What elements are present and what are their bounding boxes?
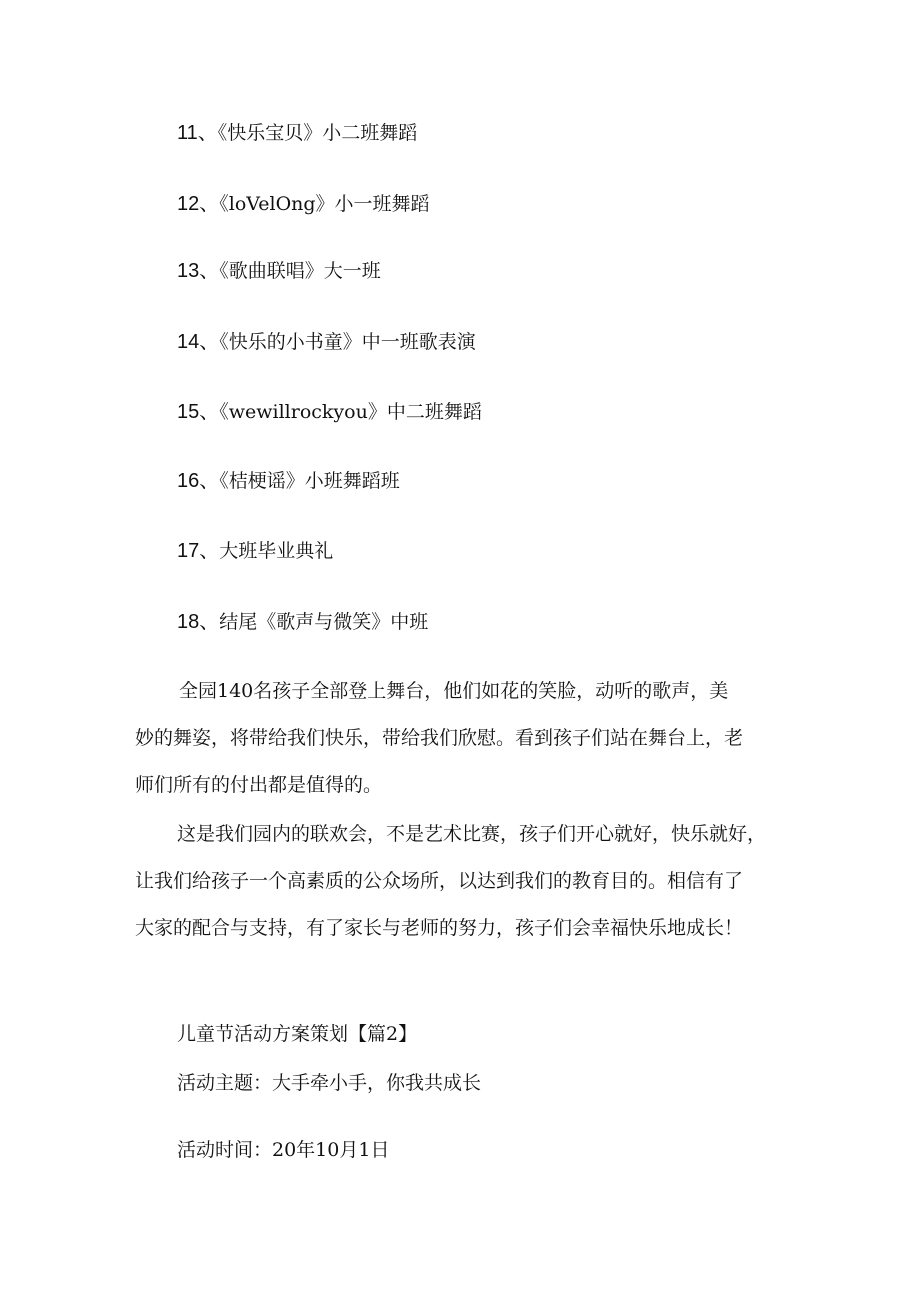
item-number: 17、: [177, 540, 220, 562]
activity-theme: 活动主题：大手牵小手，你我共成长: [177, 1072, 482, 1094]
item-text: 结尾《歌声与微笑》中班: [219, 611, 429, 633]
item-text: 《loVelOng》小一班舞蹈: [219, 193, 430, 215]
item-text: 《桔梗谣》小班舞蹈班: [219, 470, 400, 492]
item-text: 大班毕业典礼: [219, 540, 334, 562]
item-number: 18、: [177, 611, 220, 633]
item-number: 16、: [177, 470, 220, 492]
item-text: 《wewillrockyou》中二班舞蹈: [219, 401, 482, 423]
paragraph-line: 大家的配合与支持，有了家长与老师的努力，孩子们会幸福快乐地成长！: [135, 917, 744, 939]
item-number: 14、: [177, 331, 220, 353]
paragraph-2: [135, 811, 797, 952]
activity-time: 活动时间：20年10月1日: [177, 1139, 390, 1161]
item-number: 13、: [177, 260, 220, 282]
list-item: [177, 539, 333, 563]
item-text: 《快乐的小书童》中一班歌表演: [219, 331, 476, 353]
item-number: 15、: [177, 401, 220, 423]
list-item: [177, 400, 482, 424]
list-item: [177, 330, 476, 354]
paragraph-1: [135, 668, 797, 809]
paragraph-line: 师们所有的付出都是值得的。: [135, 774, 383, 796]
paragraph-line: 这是我们园内的联欢会，不是艺术比赛，孩子们开心就好，快乐就好，: [177, 823, 767, 845]
list-item: [177, 192, 430, 216]
section-title: 儿童节活动方案策划【篇2】: [177, 1023, 418, 1045]
list-item: [177, 469, 400, 493]
paragraph-line: 全园140名孩子全部登上舞台，他们如花的笑脸，动听的歌声，美: [179, 680, 729, 702]
item-number: 11、: [177, 122, 218, 144]
list-item: [177, 259, 381, 283]
paragraph-line: 妙的舞姿，将带给我们快乐，带给我们欣慰。看到孩子们站在舞台上，老: [135, 727, 744, 749]
item-text: 《快乐宝贝》小二班舞蹈: [217, 122, 418, 144]
paragraph-line: 让我们给孩子一个高素质的公众场所，以达到我们的教育目的。相信有了: [135, 870, 744, 892]
item-text: 《歌曲联唱》大一班: [219, 260, 381, 282]
item-number: 12、: [177, 193, 220, 215]
list-item: [177, 121, 417, 145]
list-item: [177, 610, 428, 634]
